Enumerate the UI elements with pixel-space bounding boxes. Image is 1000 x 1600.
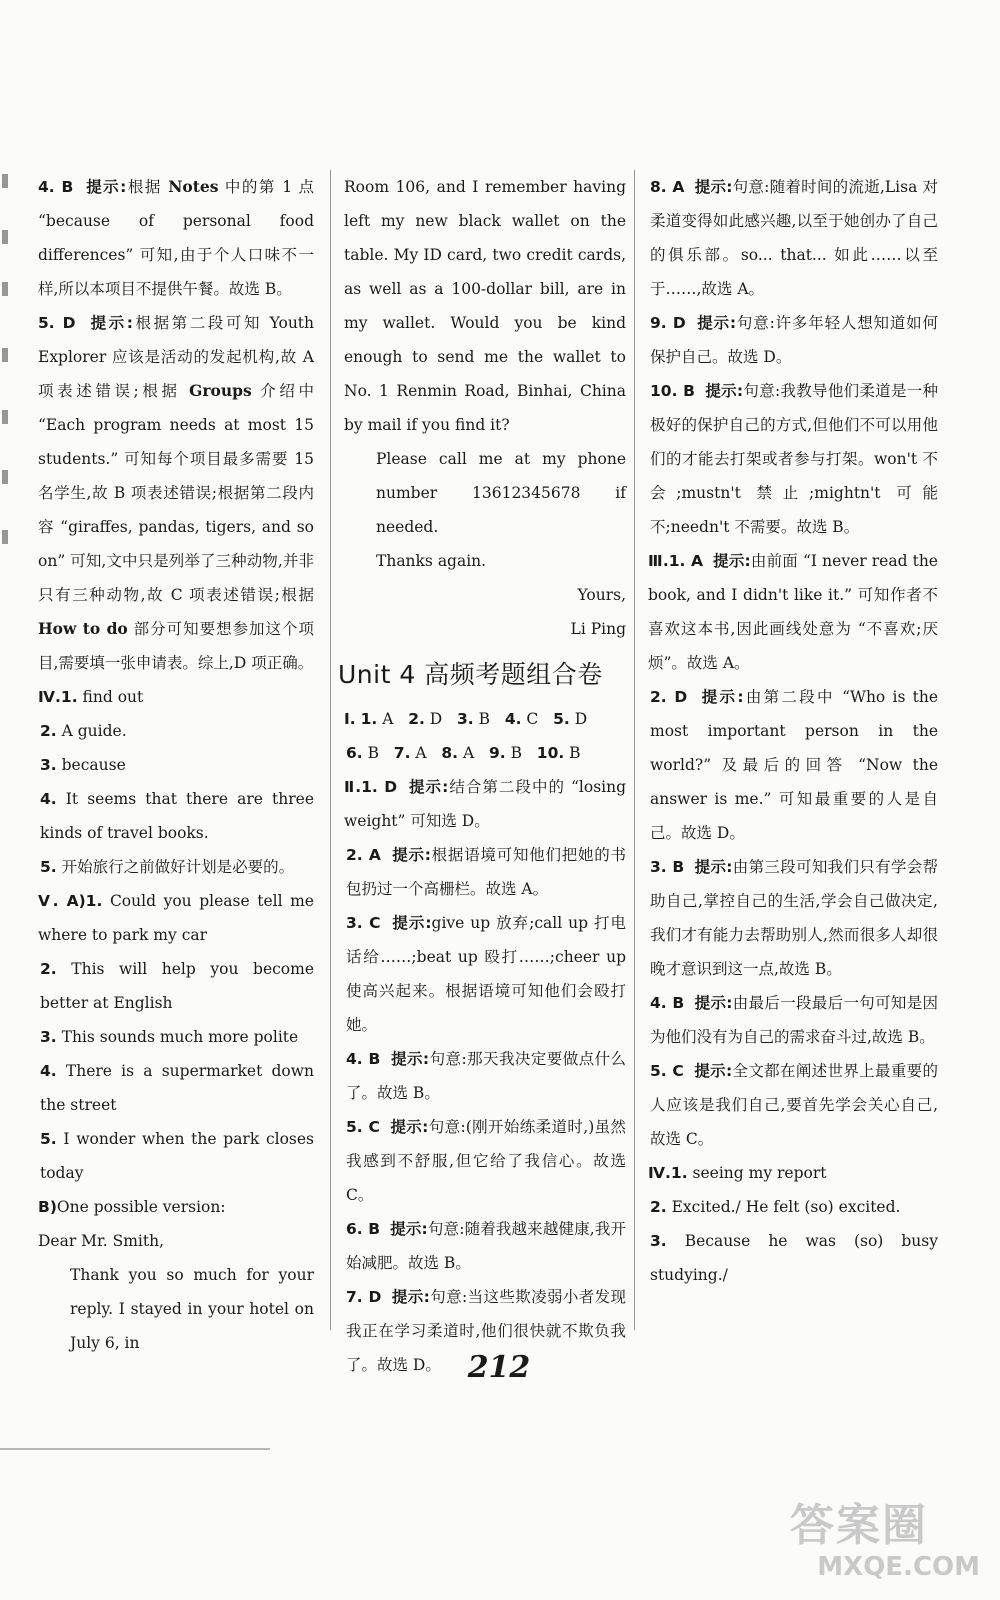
text-fragment: 句意:那天我决定要做点什么了。故选 B。 [346, 1050, 627, 1102]
text-fragment: Notes [168, 177, 219, 196]
column-divider-2 [634, 170, 635, 1330]
text-fragment: This will help you become better at English [40, 960, 314, 1012]
text-fragment: 提示: [86, 178, 127, 196]
answer-item [648, 1224, 938, 1292]
text-fragment: 由第二段中 “Who is the most important person in the world?” 及最后的回答 “Now the answer is me.” 可知最重要的人是自己。故选 D。 [650, 688, 939, 842]
text-fragment: 4. [40, 790, 57, 808]
text-fragment: 提示: [697, 314, 737, 332]
letter-body: Thank you so much for your reply. I stayed in your hotel on July 6, in [70, 1266, 314, 1352]
watermark-text-cn: 答案圈 [790, 1500, 928, 1551]
text-fragment: 句意:(刚开始练柔道时,)虽然我感到不舒服,但它给了我信心。故选 C。 [346, 1118, 626, 1204]
answer-item [648, 1156, 938, 1190]
text-fragment: A guide. [56, 722, 127, 740]
text-fragment: 1. [60, 688, 78, 706]
text-fragment: There is a supermarket down the street [40, 1062, 314, 1114]
answer-item [344, 1042, 626, 1110]
text-fragment: 提示: [390, 1118, 429, 1136]
text-fragment: 提示: [391, 1050, 430, 1068]
text-fragment: B) [38, 1198, 57, 1216]
text-fragment: 9. [488, 744, 506, 762]
answer-item [344, 838, 626, 906]
text-fragment: 提示: [391, 1288, 430, 1306]
text-fragment: B [505, 744, 522, 762]
text-fragment: 2. [40, 960, 57, 978]
text-fragment: 由最后一段最后一句可知是因为他们没有为自己的需求奋斗过,故选 B。 [650, 994, 938, 1046]
text-fragment: D [424, 710, 443, 728]
version-label [38, 1190, 314, 1224]
text-fragment: give up 放弃;call up 打电话给……;beat up 殴打……;cheer up 使高兴起来。根据语境可知他们会殴打她。 [346, 914, 626, 1034]
section-label [38, 680, 314, 714]
text-fragment: 1. [360, 710, 378, 728]
text-fragment: 提示: [90, 314, 133, 332]
answer-item [38, 714, 314, 748]
text-fragment: 7. [393, 744, 411, 762]
text-fragment: 6. B [346, 1220, 381, 1238]
text-fragment: 3. B [650, 858, 685, 876]
text-fragment: Ⅳ. [38, 688, 61, 706]
text-fragment: 提示: [392, 846, 431, 864]
text-fragment: 提示: [701, 688, 744, 706]
answer-item [648, 1054, 938, 1156]
text-fragment: Ⅰ. [344, 710, 356, 728]
letter-body: Please call me at my phone number 13612345678 if needed. [376, 450, 626, 536]
text-fragment: 5. D [38, 314, 76, 332]
text-fragment: 8. A [650, 178, 685, 196]
letter-body: Thanks again. [376, 552, 487, 570]
bottom-rule [0, 1448, 270, 1450]
text-fragment: B [473, 710, 491, 728]
text-fragment: 3. [457, 710, 474, 728]
text-fragment: 4. B [38, 178, 74, 196]
text-fragment: 中的第 1 点 “because of personal food differences” 可知,由于个人口味不一样,所以本项目不提供午餐。故选 B。 [38, 178, 315, 298]
text-fragment: 5. C [346, 1118, 380, 1136]
column-2 [338, 170, 627, 1382]
watermark-text-en: MXQE.COM [817, 1552, 980, 1582]
text-fragment: 1. D [361, 778, 398, 796]
page-number: 212 [467, 1350, 531, 1385]
answer-item [344, 1110, 626, 1212]
text-fragment: It seems that there are three kinds of travel books. [40, 790, 314, 842]
text-fragment: 3. C [346, 914, 381, 932]
text-fragment: I wonder when the park closes today [40, 1130, 314, 1182]
text-fragment: 提示: [694, 178, 733, 196]
text-fragment: B [362, 744, 380, 762]
answer-item [38, 170, 314, 306]
text-fragment: 6. [346, 744, 363, 762]
text-fragment: 3. [650, 1232, 667, 1250]
letter-salutation: Dear Mr. Smith, [38, 1232, 165, 1250]
left-edge-marks [0, 170, 14, 570]
answer-item [648, 544, 938, 680]
text-fragment: Ⅲ. [648, 552, 669, 570]
text-fragment: 根据语境可知他们把她的书包扔过一个高栅栏。故选 A。 [346, 846, 626, 898]
text-fragment: because [56, 756, 126, 774]
answer-item [648, 170, 938, 306]
watermark-logo [790, 1500, 990, 1590]
text-fragment: 开始旅行之前做好计划是必要的。 [56, 858, 295, 876]
text-fragment: 提示: [705, 382, 744, 400]
answer-row [344, 736, 626, 770]
answer-item [648, 850, 938, 986]
text-fragment: 4. [504, 710, 522, 728]
answer-item [648, 1190, 938, 1224]
text-fragment: Groups [189, 381, 252, 400]
text-fragment: 5. C [650, 1062, 684, 1080]
text-fragment: 2. A [346, 846, 381, 864]
letter-closing: Yours, [577, 586, 626, 604]
text-fragment: 提示: [694, 858, 733, 876]
answer-row [344, 702, 626, 736]
text-fragment: 根据 [126, 178, 169, 196]
text-fragment: 句意:我教导他们柔道是一种极好的保护自己的方式,但他们不可以用他们的才能去打架或者参与打架。won't 不会;mustn't 禁止;mightn't 可能不;needn't 不需要。故选 B。 [650, 382, 938, 536]
column-3 [648, 170, 938, 1292]
text-fragment: 提示: [392, 914, 432, 932]
text-fragment: 介绍中 “Each program needs at most 15 students.” 可知每个项目最多需要 15 名学生,故 B 项表述错误;根据第二段内容 “giraffes, pandas, tigers, and so on” 可知,文中只是列举了三种动物,并非只有三种动物,故 C 项表述错误;根据 [38, 382, 314, 604]
text-fragment: 提示: [694, 1062, 733, 1080]
answer-item [38, 1020, 314, 1054]
text-fragment: 10. B [650, 382, 695, 400]
text-fragment: find out [77, 688, 144, 706]
text-fragment: 全文都在阐述世界上最重要的人应该是我们自己,要首先学会关心自己,故选 C。 [650, 1062, 938, 1148]
text-fragment: Because he was (so) busy studying./ [650, 1232, 938, 1284]
text-fragment: How to do [38, 619, 128, 638]
text-fragment: 9. D [650, 314, 686, 332]
section-label [38, 884, 314, 952]
text-fragment: 句意:当这些欺凌弱小者发现我正在学习柔道时,他们很快就不欺负我了。故选 D。 [346, 1288, 626, 1374]
text-fragment: 提示: [713, 552, 751, 570]
text-fragment: Could you please tell me where to park my car [38, 892, 314, 944]
text-fragment: This sounds much more polite [56, 1028, 299, 1046]
answer-item [648, 680, 938, 850]
text-fragment: 句意:随着时间的流逝,Lisa 对柔道变得如此感兴趣,以至于她创办了自己的俱乐部。so... that... 如此……以至于……,故选 A。 [650, 178, 938, 298]
text-fragment: 由第三段可知我们只有学会帮助自己,掌控自己的生活,学会自己做决定,我们才有能力去帮助别人,然而很多人却很晚才意识到这一点,故选 B。 [650, 858, 938, 978]
answer-item [38, 306, 314, 680]
text-fragment: Ⅴ. A) [38, 892, 86, 910]
text-fragment: 句意:随着我越来越健康,我开始减肥。故选 B。 [346, 1220, 627, 1272]
text-fragment: 结合第二段中的 “losing weight” 可知选 D。 [344, 778, 627, 830]
text-fragment: 5. [40, 858, 57, 876]
text-fragment: 7. D [346, 1288, 382, 1306]
text-fragment: One possible version: [56, 1198, 226, 1216]
text-fragment: Excited./ He felt (so) excited. [666, 1198, 901, 1216]
letter-body: Room 106, and I remember having left my new black wallet on the table. My ID card, two credit cards, as well as a 100-dollar bill, are in my wallet. Would you be kind enough to send me the wallet to No. 1 Renmin Road, Binhai, China by mail if you find it? [344, 178, 626, 434]
text-fragment: 5. [553, 710, 570, 728]
text-fragment: 2. D [650, 688, 688, 706]
answer-item [38, 748, 314, 782]
text-fragment: 3. [40, 1028, 57, 1046]
text-fragment: A [377, 710, 394, 728]
text-fragment: 4. [40, 1062, 57, 1080]
text-fragment: 4. B [346, 1050, 381, 1068]
text-fragment: 部分可知要想参加这个项目,需要填一张申请表。综上,D 项正确。 [38, 620, 314, 672]
letter-signature: Li Ping [570, 620, 626, 638]
answer-item [648, 986, 938, 1054]
text-fragment: seeing my report [687, 1164, 827, 1182]
text-fragment: 8. [441, 744, 459, 762]
text-fragment: 句意:许多年轻人想知道如何保护自己。故选 D。 [650, 314, 938, 366]
text-fragment: A [410, 744, 427, 762]
answer-item [38, 1122, 314, 1190]
text-fragment: Ⅳ. [648, 1164, 671, 1182]
text-fragment: 4. B [650, 994, 685, 1012]
text-fragment: 提示: [390, 1220, 428, 1238]
answer-item [38, 850, 314, 884]
answer-item [648, 374, 938, 544]
column-divider-1 [330, 170, 331, 1330]
text-fragment: 2. [408, 710, 425, 728]
text-fragment: 2. [40, 722, 57, 740]
text-fragment: 提示: [409, 778, 449, 796]
text-fragment: 10. [536, 744, 565, 762]
text-fragment: D [569, 710, 588, 728]
text-fragment: B [564, 744, 581, 762]
text-fragment: 提示: [694, 994, 733, 1012]
text-fragment: Ⅱ. [344, 778, 362, 796]
answer-item [344, 770, 626, 838]
answer-item [38, 952, 314, 1020]
text-fragment: 5. [40, 1130, 57, 1148]
answer-item [344, 906, 626, 1042]
unit-title: Unit 4 高频考题组合卷 [338, 660, 603, 689]
column-1 [38, 170, 314, 1360]
answer-item [38, 782, 314, 850]
text-fragment: C [521, 710, 539, 728]
text-fragment: 3. [40, 756, 57, 774]
text-fragment: 由前面 “I never read the book, and I didn't like it.” 可知作者不喜欢这本书,因此画线处意为 “不喜欢;厌烦”。故选 A。 [648, 552, 938, 672]
text-fragment: 2. [650, 1198, 667, 1216]
answer-item [648, 306, 938, 374]
text-fragment: 1. A [668, 552, 703, 570]
answer-item [344, 1212, 626, 1280]
text-fragment: A [458, 744, 475, 762]
text-fragment: 1. [670, 1164, 688, 1182]
text-fragment: 根据第二段可知 Youth Explorer 应该是活动的发起机构,故 A 项表述错误;根据 [38, 314, 315, 400]
answer-item [38, 1054, 314, 1122]
text-fragment: 1. [85, 892, 103, 910]
